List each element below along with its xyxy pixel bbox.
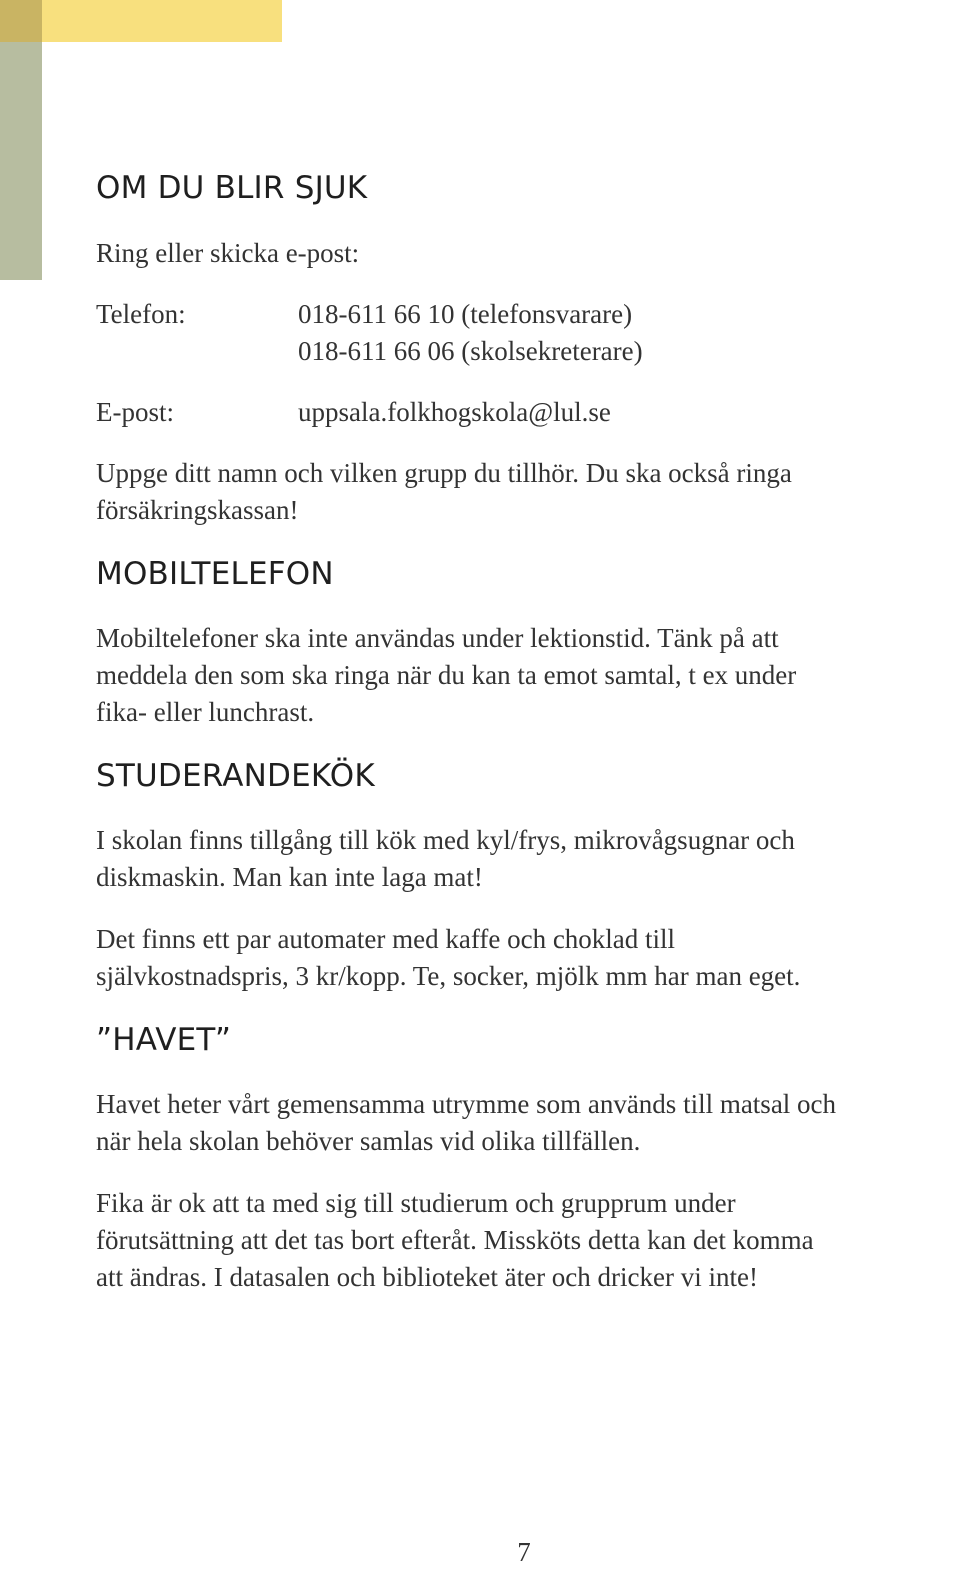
kitchen-p1-line-2: diskmaskin. Man kan inte laga mat! (96, 862, 483, 892)
sick-intro: Ring eller skicka e-post: (96, 238, 360, 268)
mobile-line-2: meddela den som ska ringa när du kan ta emot samtal, t ex under (96, 660, 797, 690)
heading-havet: ”HAVET” (96, 1022, 232, 1058)
page-number: 7 (517, 1537, 531, 1567)
kitchen-p2-line-2: självkostnadspris, 3 kr/kopp. Te, socker, mjölk mm har man eget. (96, 961, 801, 991)
decorative-band-left (0, 0, 42, 280)
sick-note-line-1: Uppge ditt namn och vilken grupp du tillhör. Du ska också ringa (96, 458, 792, 488)
havet-p1-line-2: när hela skolan behöver samlas vid olika tillfällen. (96, 1126, 641, 1156)
heading-sick: OM DU BLIR SJUK (96, 170, 368, 206)
havet-p2-line-1: Fika är ok att ta med sig till studierum och grupprum under (96, 1188, 736, 1218)
sick-note-line-2: försäkringskassan! (96, 495, 299, 525)
email-address: uppsala.folkhogskola@lul.se (298, 397, 611, 427)
havet-p2-line-3: att ändras. I datasalen och biblioteket äter och dricker vi inte! (96, 1262, 758, 1292)
phone-number-1: 018-611 66 10 (telefonsvarare) (298, 299, 633, 329)
decorative-band-corner (0, 0, 42, 42)
heading-kitchen: STUDERANDEKÖK (96, 758, 375, 794)
phone-label: Telefon: (96, 299, 186, 329)
havet-p1-line-1: Havet heter vårt gemensamma utrymme som används till matsal och (96, 1089, 837, 1119)
phone-number-2: 018-611 66 06 (skolsekreterare) (298, 336, 643, 366)
kitchen-p2-line-1: Det finns ett par automater med kaffe och choklad till (96, 924, 676, 954)
heading-mobile: MOBILTELEFON (96, 556, 334, 592)
mobile-line-1: Mobiltelefoner ska inte användas under lektionstid. Tänk på att (96, 623, 779, 653)
kitchen-p1-line-1: I skolan finns tillgång till kök med kyl/frys, mikrovågsugnar och (96, 825, 795, 855)
havet-p2-line-2: förutsättning att det tas bort efteråt. Missköts detta kan det komma (96, 1225, 814, 1255)
email-label: E-post: (96, 397, 174, 427)
mobile-line-3: fika- eller lunchrast. (96, 697, 315, 727)
decorative-band-top (42, 0, 282, 42)
